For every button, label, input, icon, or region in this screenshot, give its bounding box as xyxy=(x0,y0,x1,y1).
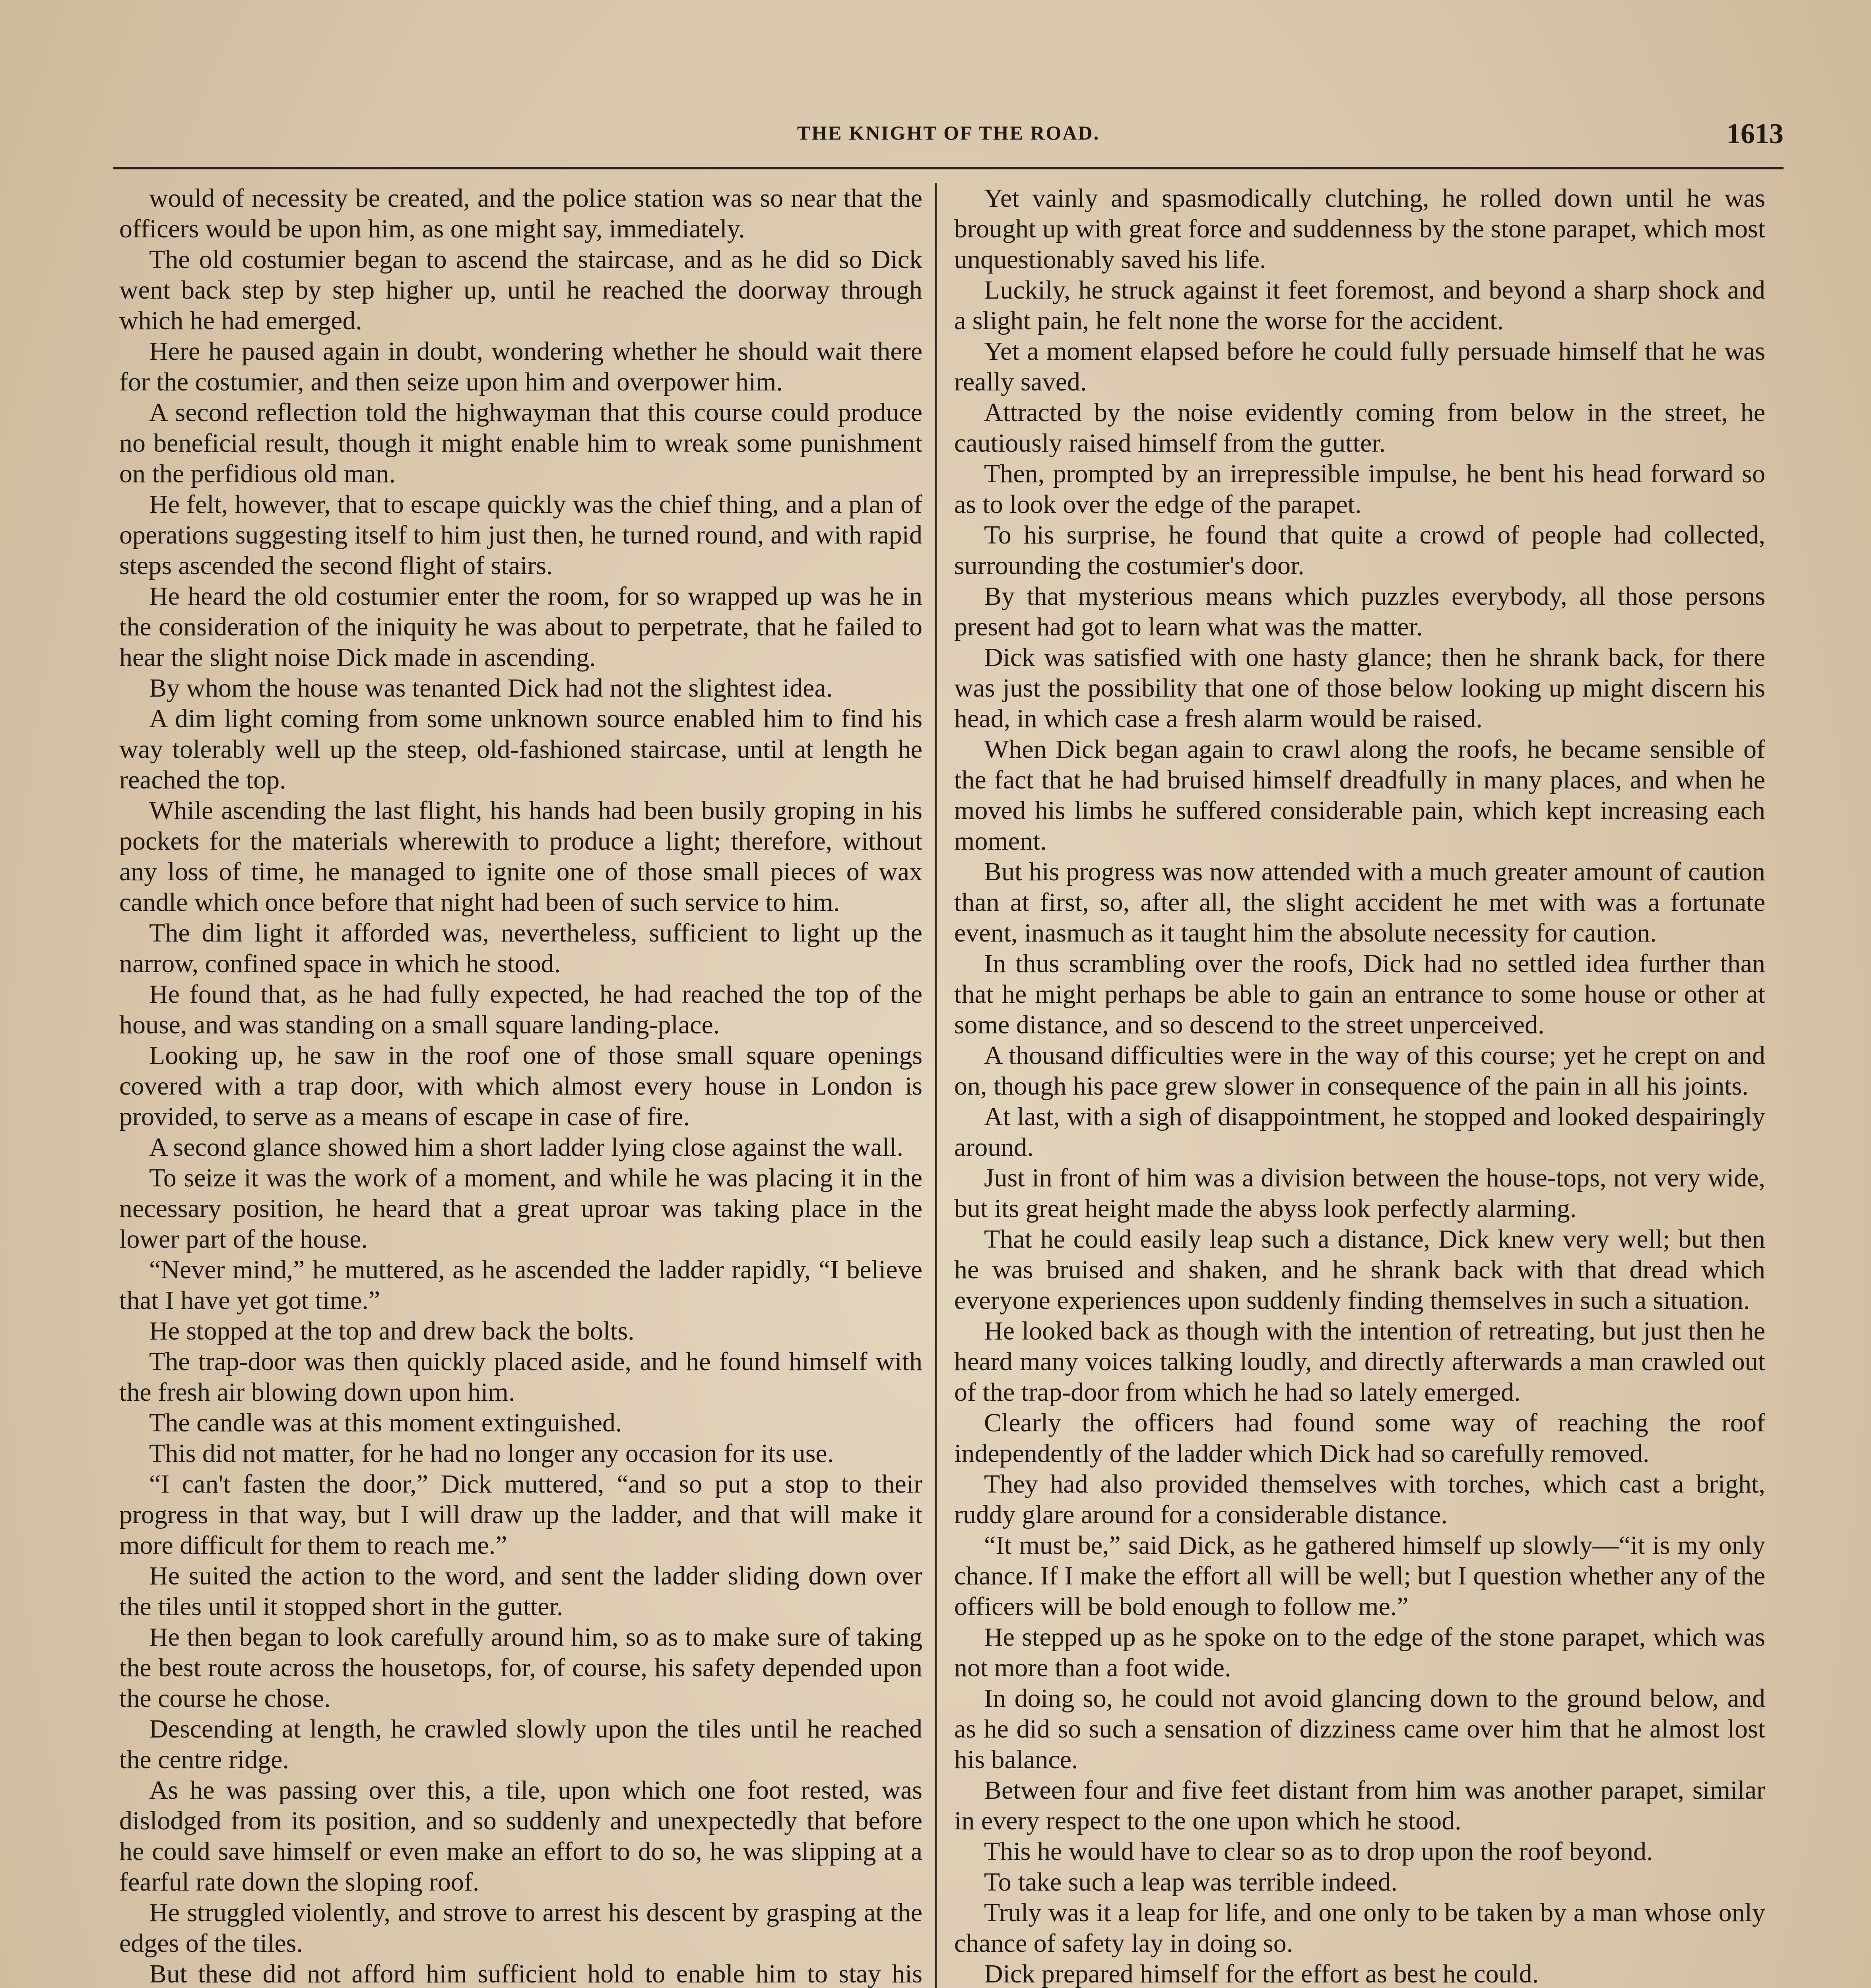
paragraph: Then, prompted by an irrepressible impulse, he bent his head forward so as to look over the edge of the parapet. xyxy=(954,459,1765,519)
paragraph: He looked back as though with the intention of retreating, but just then he heard many voices talking loudly, and directly afterwards a man crawled out of the trap-door from which he had so lately emerged. xyxy=(954,1316,1765,1407)
paragraph: When Dick began again to crawl along the roofs, he became sensible of the fact that he had bruised himself dreadfully in many places, and when he moved his limbs he suffered considerable pain, which kept increasing each moment. xyxy=(954,735,1765,856)
paragraph: He felt, however, that to escape quickly was the chief thing, and a plan of operations suggesting itself to him just then, he turned round, and with rapid steps ascended the second flight of stairs. xyxy=(119,490,922,580)
paragraph: Luckily, he struck against it feet foremost, and beyond a sharp shock and a slight pain, he felt none the worse for the accident. xyxy=(954,276,1765,335)
paragraph: To his surprise, he found that quite a crowd of people had collected, surrounding the costumier's door. xyxy=(954,520,1765,580)
paragraph: Just in front of him was a division between the house-tops, not very wide, but its great height made the abyss look perfectly alarming. xyxy=(954,1163,1765,1223)
paragraph: To take such a leap was terrible indeed. xyxy=(984,1868,1397,1897)
paragraph: A second reflection told the highwayman that this course could produce no beneficial result, though it might enable him to wreak some punishment on the perfidious old man. xyxy=(119,398,922,488)
paragraph: This he would have to clear so as to drop upon the roof beyond. xyxy=(984,1837,1653,1866)
paragraph: He then began to look carefully around him, so as to make sure of taking the best route across the housetops, for, of course, his safety depended upon the course he chose. xyxy=(119,1623,922,1713)
paragraph: Yet a moment elapsed before he could fully persuade himself that he was really saved. xyxy=(954,337,1765,396)
page-number: 1613 xyxy=(1726,118,1784,149)
paragraph: By whom the house was tenanted Dick had not the slightest idea. xyxy=(149,674,833,703)
paragraph: Looking up, he saw in the roof one of those small square openings covered with a trap door, with which almost every house in London is provided, to serve as a means of escape in case of fire. xyxy=(119,1041,922,1131)
paragraph: To seize it was the work of a moment, and while he was placing it in the necessary position, he heard that a great uproar was taking place in the lower part of the house. xyxy=(119,1163,922,1254)
paragraph: A dim light coming from some unknown source enabled him to find his way tolerably well up the steep, old-fashioned staircase, until at length he reached the top. xyxy=(119,704,922,794)
paragraph: Dick prepared himself for the effort as best he could. xyxy=(984,1959,1539,1988)
paragraph: “Never mind,” he muttered, as he ascended the ladder rapidly, “I believe that I have yet got time.” xyxy=(119,1255,922,1315)
paragraph: A second glance showed him a short ladder lying close against the wall. xyxy=(149,1133,904,1162)
text-column-right xyxy=(954,183,1765,1988)
paragraph: Attracted by the noise evidently coming from below in the street, he cautiously raised himself from the gutter. xyxy=(954,398,1765,458)
paragraph: “It must be,” said Dick, as he gathered himself up slowly—“it is my only chance. If I make the effort all will be well; but I question whether any of the officers will be bold enough to follow me.” xyxy=(954,1531,1765,1621)
paragraph: Truly was it a leap for life, and one only to be taken by a man whose only chance of safety lay in doing so. xyxy=(954,1898,1765,1958)
paragraph: The candle was at this moment extinguished. xyxy=(149,1408,622,1437)
header-rule xyxy=(113,167,1784,169)
paragraph: The dim light it afforded was, nevertheless, sufficient to light up the narrow, confined space in which he stood. xyxy=(119,918,922,978)
paragraph: The trap-door was then quickly placed aside, and he found himself with the fresh air blowing down upon him. xyxy=(119,1347,922,1407)
paragraph: But these did not afford him sufficient hold to enable him to stay his xyxy=(149,1959,922,1988)
paragraph: Descending at length, he crawled slowly upon the tiles until he reached the centre ridge. xyxy=(119,1714,922,1774)
paragraph: While ascending the last flight, his hands had been busily groping in his pockets for the materials wherewith to produce a light; therefore, without any loss of time, he managed to ignite one of those small pieces of wax candle which once before that night had been of such service to him. xyxy=(119,796,922,917)
paragraph: Yet vainly and spasmodically clutching, he rolled down until he was brought up with great force and suddenness by the stone parapet, which most unquestionably saved his life. xyxy=(954,184,1765,274)
paragraph: Between four and five feet distant from him was another parapet, similar in every respect to the one upon which he stood. xyxy=(954,1776,1765,1835)
paragraph: That he could easily leap such a distance, Dick knew very well; but then he was bruised and shaken, and he shrank back with that dread which everyone experiences upon suddenly finding themselves in such a situation. xyxy=(954,1225,1765,1315)
paragraph: He stopped at the top and drew back the bolts. xyxy=(149,1316,635,1345)
paragraph: A thousand difficulties were in the way of this course; yet he crept on and on, though his pace grew slower in consequence of the pain in all his joints. xyxy=(954,1041,1765,1101)
paragraph: He suited the action to the word, and sent the ladder sliding down over the tiles until it stopped short in the gutter. xyxy=(119,1561,922,1621)
paragraph: By that mysterious means which puzzles everybody, all those persons present had got to learn what was the matter. xyxy=(954,582,1765,641)
paragraph: The old costumier began to ascend the staircase, and as he did so Dick went back step by step higher up, until he reached the doorway through which he had emerged. xyxy=(119,245,922,335)
paragraph: Dick was satisfied with one hasty glance; then he shrank back, for there was just the possibility that one of those below looking up might discern his head, in which case a fresh alarm would be raised. xyxy=(954,643,1765,733)
paragraph: Clearly the officers had found some way of reaching the roof independently of the ladder which Dick had so carefully removed. xyxy=(954,1408,1765,1468)
text-column-left xyxy=(119,183,922,1988)
paragraph: In doing so, he could not avoid glancing down to the ground below, and as he did so such a sensation of dizziness came over him that he almost lost his balance. xyxy=(954,1684,1765,1774)
paragraph: Here he paused again in doubt, wondering whether he should wait there for the costumier, and then seize upon him and overpower him. xyxy=(119,337,922,396)
running-head: THE KNIGHT OF THE ROAD. xyxy=(797,122,1100,144)
paragraph: He heard the old costumier enter the room, for so wrapped up was he in the consideration of the iniquity he was about to perpetrate, that he failed to hear the slight noise Dick made in ascending. xyxy=(119,582,922,672)
paragraph: At last, with a sigh of disappointment, he stopped and looked despairingly around. xyxy=(954,1102,1765,1162)
paragraph: “I can't fasten the door,” Dick muttered, “and so put a stop to their progress in that way, but I will draw up the ladder, and that will make it more difficult for them to reach me.” xyxy=(119,1470,922,1560)
paragraph: He stepped up as he spoke on to the edge of the stone parapet, which was not more than a foot wide. xyxy=(954,1623,1765,1682)
paragraph: He struggled violently, and strove to arrest his descent by grasping at the edges of the tiles. xyxy=(119,1898,922,1958)
page-header xyxy=(113,118,1784,165)
paragraph: But his progress was now attended with a much greater amount of caution than at first, so, after all, the slight accident he met with was a fortunate event, inasmuch as it taught him the absolute necessity for caution. xyxy=(954,857,1765,947)
paragraph: He found that, as he had fully expected, he had reached the top of the house, and was standing on a small square landing-place. xyxy=(119,980,922,1039)
paragraph: As he was passing over this, a tile, upon which one foot rested, was dislodged from its position, and so suddenly and unexpectedly that before he could save himself or even make an effort to do so, he was slipping at a fearful rate down the sloping roof. xyxy=(119,1776,922,1897)
paragraph: They had also provided themselves with torches, which cast a bright, ruddy glare around for a considerable distance. xyxy=(954,1470,1765,1529)
paragraph: This did not matter, for he had no longer any occasion for its use. xyxy=(149,1439,834,1468)
column-divider xyxy=(935,183,937,1988)
paragraph: would of necessity be created, and the police station was so near that the officers would be upon him, as one might say, immediately. xyxy=(119,184,922,243)
paragraph: In thus scrambling over the roofs, Dick had no settled idea further than that he might perhaps be able to gain an entrance to some house or other at some distance, and so descend to the street unperceived. xyxy=(954,949,1765,1039)
